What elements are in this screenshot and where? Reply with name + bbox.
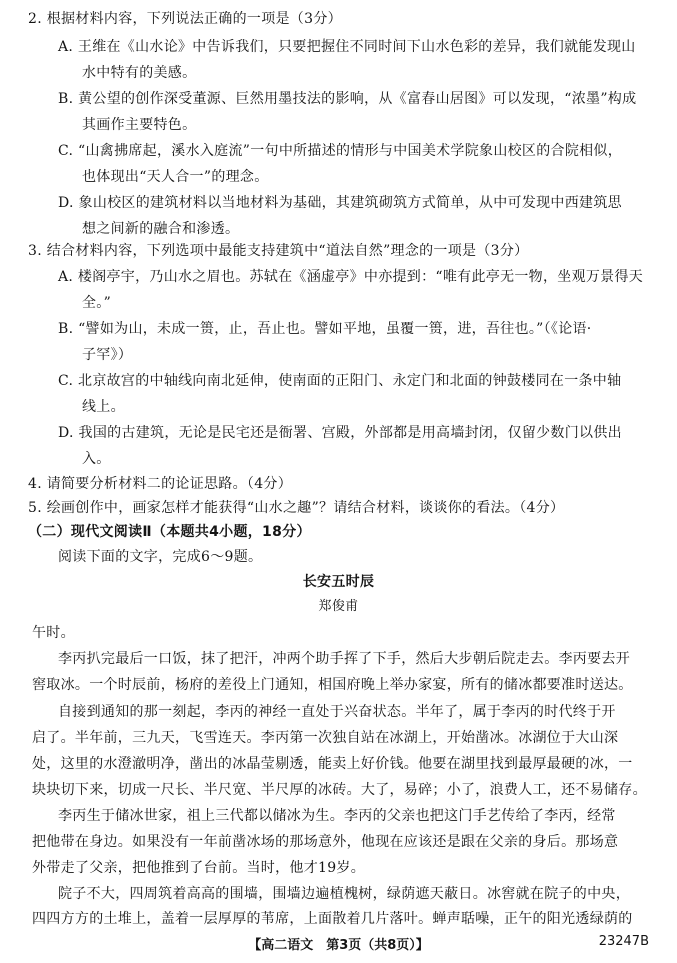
question-3-stem: 3. 结合材料内容，下列选项中最能支持建筑中“道法自然”理念的一项是（3分） <box>28 243 529 259</box>
article-paragraph-4-line-2: 把他带在身边。如果没有一年前凿冰场的那场意外，他现在应该还是跟在父亲的身后。那场意 <box>32 834 619 850</box>
article-paragraph-3-line-2: 启了。半年前，三九天，飞雪连天。李丙第一次独自站在冰湖上，开始凿冰。冰湖位于大山深 <box>32 730 619 746</box>
q2-option-a-cont: 水中特有的美感。 <box>82 65 197 81</box>
q2-option-a: A. 王维在《山水论》中告诉我们，只要把握住不同时间下山水色彩的差异，我们就能发现山 <box>58 39 636 55</box>
q2-option-b: B. 黄公望的创作深受董源、巨然用墨技法的影响，从《富春山居图》可以发现，“浓墨”构成 <box>58 91 637 107</box>
article-paragraph-3-line-4: 块块切下来，切成一尺长、半尺宽、半尺厚的冰砖。大了，易碎；小了，浪费人工，还不易储存。 <box>32 782 647 798</box>
q3-option-d: D. 我国的古建筑，无论是民宅还是衙署、宫殿，外部都是用高墙封闭，仅留少数门以供出 <box>58 425 622 441</box>
footer-page-info: 【高二语文 第3页（共8页）】 <box>248 938 429 953</box>
article-paragraph-5: 院子不大，四周筑着高高的围墙，围墙边遍植槐树，绿荫遮天蔽日。冰窖就在院子的中央， <box>58 886 630 902</box>
q2-option-b-cont: 其画作主要特色。 <box>82 117 197 133</box>
article-paragraph-5-line-2: 四四方方的土堆上，盖着一层厚厚的苇席，上面散着几片落叶。蝉声聒噪，正午的阳光透绿荫的 <box>32 911 633 927</box>
article-paragraph-1: 午时。 <box>32 625 75 641</box>
q3-option-b-cont: 子罕》） <box>82 347 133 363</box>
article-paragraph-2: 李丙扒完最后一口饭，抹了把汗，冲两个助手挥了下手，然后大步朝后院走去。李丙要去开 <box>58 651 630 667</box>
article-paragraph-4-line-3: 外带走了父亲，把他推到了台前。当时，他才19岁。 <box>32 860 366 876</box>
q3-option-d-cont: 入。 <box>82 451 111 467</box>
section-instruction: 阅读下面的文字，完成6～9题。 <box>58 549 263 565</box>
q3-option-c-cont: 线上。 <box>82 399 125 415</box>
q3-option-b: B. “譬如为山，未成一篑，止，吾止也。譬如平地，虽覆一篑，进，吾往也。”（《论语· <box>58 321 592 337</box>
article-paragraph-3: 自接到通知的那一刻起，李丙的神经一直处于兴奋状态。半年了，属于李丙的时代终于开 <box>58 704 616 720</box>
question-4: 4. 请简要分析材料二的论证思路。（4分） <box>28 476 293 492</box>
section-heading: （二）现代文阅读Ⅱ（本题共4小题，18分） <box>28 524 311 540</box>
question-2-stem: 2. 根据材料内容，下列说法正确的一项是（3分） <box>28 11 342 27</box>
article-title: 长安五时辰 <box>302 574 375 590</box>
q3-option-a-cont: 全。” <box>82 295 112 311</box>
article-paragraph-2-line-2: 窖取冰。一个时辰前，杨府的差役上门通知，相国府晚上举办家宴，所有的储冰都要准时送达。 <box>32 677 633 693</box>
article-paragraph-4: 李丙生于储冰世家，祖上三代都以储冰为生。李丙的父亲也把这门手艺传给了李丙，经常 <box>58 808 616 824</box>
q2-option-c-cont: 也体现出“天人合一”的理念。 <box>82 169 269 185</box>
q2-option-d-cont: 想之间新的融合和渗透。 <box>82 221 240 237</box>
q2-option-d: D. 象山校区的建筑材料以当地材料为基础，其建筑砌筑方式简单，从中可发现中西建筑思 <box>58 195 622 211</box>
article-author: 郑俊甫 <box>318 599 359 614</box>
footer-exam-code: 23247B <box>598 934 649 949</box>
question-5: 5. 绘画创作中，画家怎样才能获得“山水之趣”？请结合材料，谈谈你的看法。（4分） <box>28 500 565 516</box>
article-paragraph-3-line-3: 处，这里的水澄澈明净，凿出的冰晶莹剔透，能卖上好价钱。他要在湖里找到最厚最硬的冰，一 <box>32 756 633 772</box>
q3-option-c: C. 北京故宫的中轴线向南北延伸，使南面的正阳门、永定门和北面的钟鼓楼同在一条中轴 <box>58 373 622 389</box>
q2-option-c: C. “山禽拂席起，溪水入庭流”一句中所描述的情形与中国美术学院象山校区的合院相似， <box>58 143 623 159</box>
q3-option-a: A. 楼阁亭宇，乃山水之眉也。苏轼在《涵虚亭》中亦提到：“唯有此亭无一物，坐观万景得天 <box>58 269 644 285</box>
